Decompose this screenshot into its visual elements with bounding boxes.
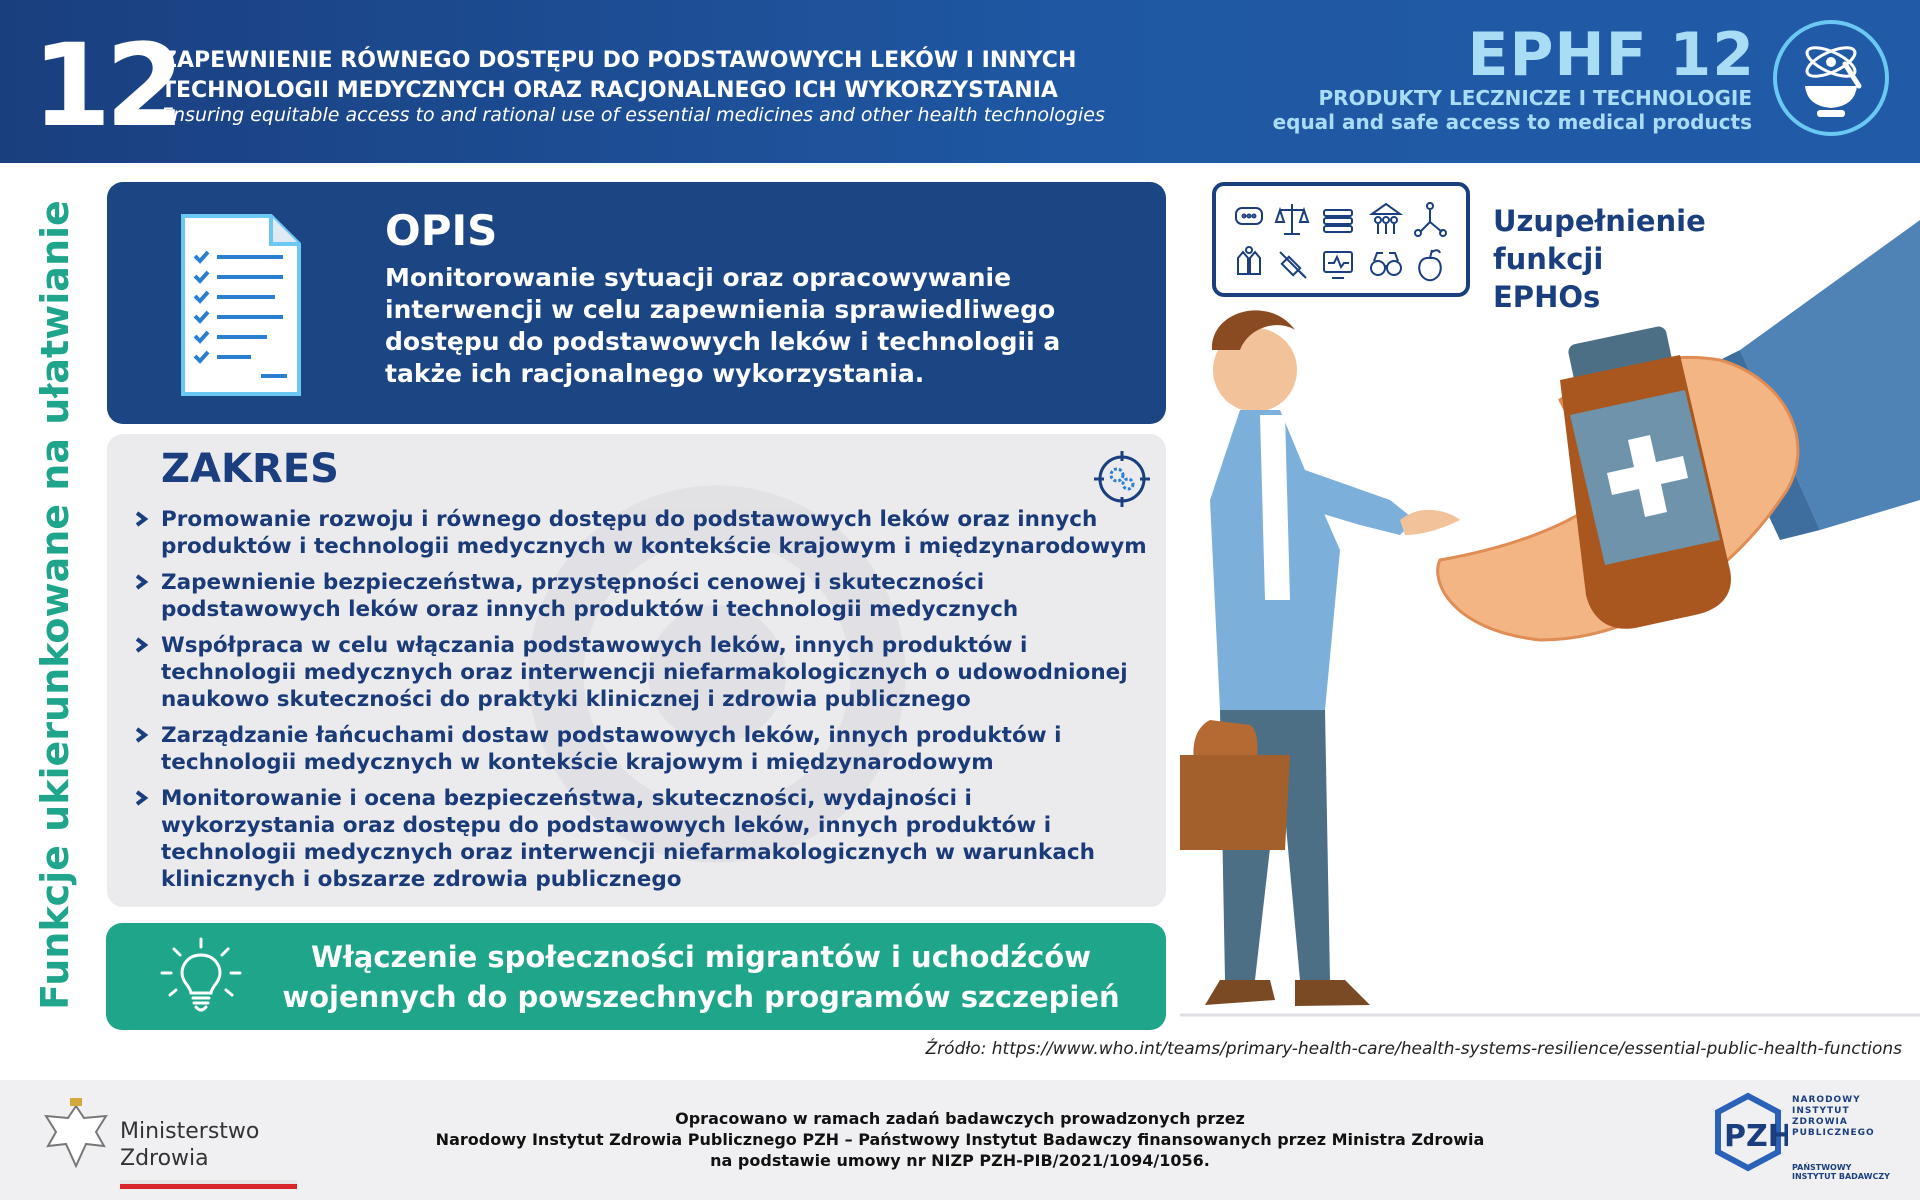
list-item bbox=[131, 632, 1151, 713]
footer bbox=[0, 1080, 1920, 1200]
checklist-document-icon bbox=[171, 210, 311, 400]
pzh-name-line4: PUBLICZNEGO bbox=[1792, 1128, 1875, 1138]
svg-text:PZH: PZH bbox=[1724, 1119, 1788, 1154]
chevron-right-icon bbox=[133, 637, 149, 653]
footer-credits-line2: Narodowy Instytut Zdrowia Publicznego PZH – Państwowy Instytut Badawczy finansowanych przez Ministra Zdrowia bbox=[435, 1130, 1485, 1149]
illustration-hand-medicine bbox=[1180, 200, 1920, 1030]
zakres-list bbox=[131, 506, 1151, 902]
highlight-text: Włączenie społeczności migrantów i uchodźców wojennych do powszechnych programów szczepień bbox=[282, 940, 1120, 1014]
chevron-right-icon bbox=[133, 727, 149, 743]
footer-credits-line3: na podstawie umowy nr NIZP PZH-PIB/2021/1094/1056. bbox=[710, 1151, 1210, 1170]
list-item bbox=[131, 569, 1151, 623]
category-pl: PRODUKTY LECZNICZE I TECHNOLOGIE bbox=[1318, 86, 1752, 110]
footer-credits-line1: Opracowano w ramach zadań badawczych prowadzonych przez bbox=[675, 1109, 1245, 1128]
pharmacy-mortar-icon bbox=[1773, 20, 1889, 136]
chevron-right-icon bbox=[133, 511, 149, 527]
pzh-logo-mark-icon bbox=[1708, 1092, 1788, 1182]
list-item-text: Zarządzanie łańcuchami dostaw podstawowych leków, innych produktów i technologii medycznych w kontekście krajowym i międzynarodowym bbox=[161, 723, 1062, 775]
list-item bbox=[131, 785, 1151, 893]
highlight-banner bbox=[106, 923, 1166, 1030]
opis-description: Monitorowanie sytuacji oraz opracowywanie interwencji w celu zapewnienia sprawiedliwego dostępu do podstawowych leków i technologii a także ich racjonalnego wykorzystania. bbox=[385, 263, 1061, 388]
list-item bbox=[131, 506, 1151, 560]
pzh-name-line1: NARODOWY bbox=[1792, 1095, 1861, 1105]
ministry-name-line2: Zdrowia bbox=[120, 1146, 209, 1171]
ephf-code: EPHF 12 bbox=[1467, 20, 1755, 90]
zakres-title: ZAKRES bbox=[161, 446, 339, 492]
pzh-logo bbox=[1708, 1092, 1908, 1192]
list-item-text: Monitorowanie i ocena bezpieczeństwa, skuteczności, wydajności i wykorzystania oraz dostępu do podstawowych leków, innych produktów i technologii medycznych oraz interwencji niefarmakologicznych w warunkach klinicznych i obszarze zdrowia publicznego bbox=[161, 786, 1095, 892]
lightbulb-icon bbox=[158, 935, 244, 1021]
side-label: Funkcje ukierunkowane na ułatwianie bbox=[33, 200, 77, 1010]
chevron-right-icon bbox=[133, 574, 149, 590]
list-item bbox=[131, 722, 1151, 776]
function-number: 12 bbox=[32, 19, 179, 152]
opis-title: OPIS bbox=[385, 206, 498, 255]
zakres-panel bbox=[107, 434, 1166, 907]
list-item-text: Promowanie rozwoju i równego dostępu do podstawowych leków oraz innych produktów i technologii medycznych w kontekście krajowym i międzynarodowym bbox=[161, 507, 1147, 559]
header-banner bbox=[0, 0, 1920, 163]
pzh-institute-label: PAŃSTWOWY INSTYTUT BADAWCZY bbox=[1792, 1163, 1890, 1181]
list-item-text: Zapewnienie bezpieczeństwa, przystępności cenowej i skuteczności podstawowych leków oraz innych produktów i technologii medycznych bbox=[161, 570, 1019, 622]
function-subtitle-en: Ensuring equitable access to and rational use of essential medicines and other health technologies bbox=[161, 104, 1105, 126]
pzh-name bbox=[1792, 1095, 1892, 1139]
footer-credits bbox=[0, 1108, 1920, 1171]
category-en: equal and safe access to medical products bbox=[1272, 110, 1752, 134]
ministry-name-line1: Ministerstwo bbox=[120, 1119, 260, 1144]
gears-target-icon bbox=[1092, 449, 1152, 509]
list-item-text: Współpraca w celu włączania podstawowych leków, innych produktów i technologii medycznych oraz interwencji niefarmakologicznych o udowodnionej naukowo skuteczności do praktyki klinicznej i zdrowia publicznego bbox=[161, 633, 1128, 712]
pzh-name-line3: ZDROWIA bbox=[1792, 1117, 1848, 1127]
pzh-name-line2: INSTYTUT bbox=[1792, 1106, 1850, 1116]
flag-red-stripe bbox=[120, 1184, 297, 1189]
category-label bbox=[1273, 86, 1752, 134]
source-citation: Źródło: https://www.who.int/teams/primary-health-care/health-systems-resilience/essential-public-health-functions bbox=[925, 1039, 1902, 1059]
epho-label-text: Uzupełnienie funkcji EPHOs bbox=[1493, 204, 1706, 314]
chevron-right-icon bbox=[133, 790, 149, 806]
function-title: ZAPEWNIENIE RÓWNEGO DOSTĘPU DO PODSTAWOWYCH LEKÓW I INNYCH TECHNOLOGII MEDYCZNYCH ORAZ RACJONALNEGO ICH WYKORZYSTANIA bbox=[161, 48, 1077, 103]
opis-panel bbox=[107, 182, 1166, 424]
